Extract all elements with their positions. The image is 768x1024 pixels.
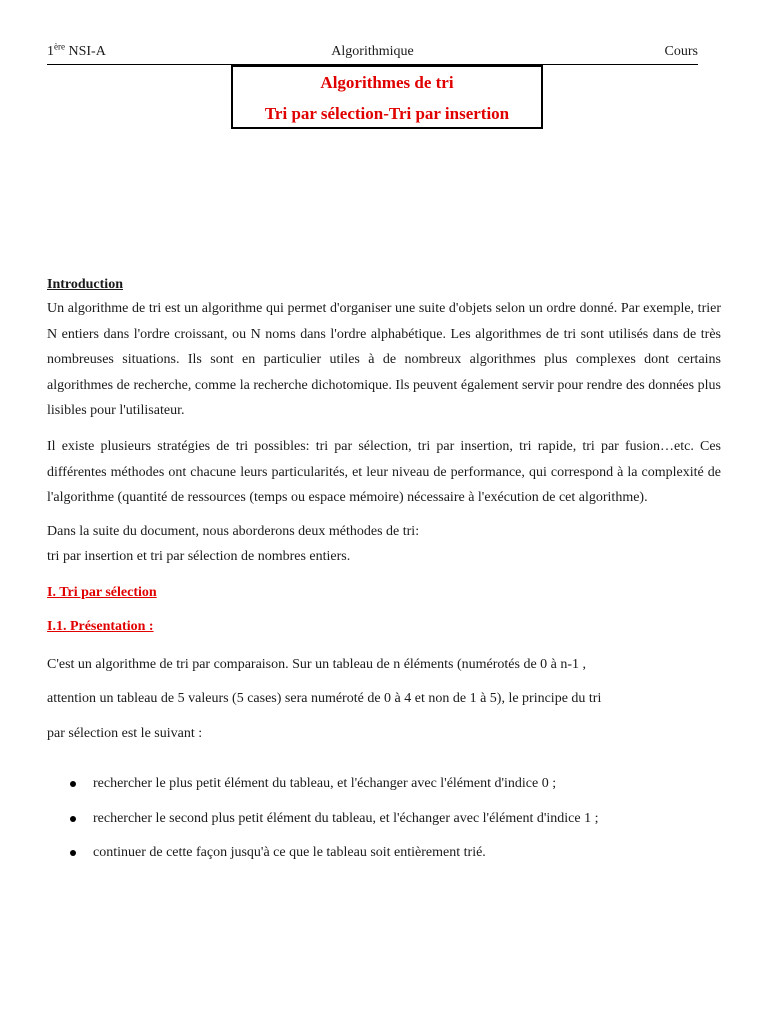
list-item: rechercher le second plus petit élément du tableau, et l'échanger avec l'élément d'indice 1 ; xyxy=(47,802,721,837)
section-title: I. Tri par sélection xyxy=(47,584,157,600)
intro-paragraph-3b: tri par insertion et tri par sélection de nombres entiers. xyxy=(47,549,351,565)
bullet-icon xyxy=(70,781,76,787)
title-box xyxy=(231,65,543,129)
class-level: 1ère NSI-A xyxy=(47,41,106,59)
intro-heading: Introduction xyxy=(47,277,123,292)
list-item: rechercher le plus petit élément du tableau, et l'échanger avec l'élément d'indice 0 ; xyxy=(47,767,721,802)
presentation-line-1: C'est un algorithme de tri par comparaison. Sur un tableau de n éléments (numérotés de 0 à n-1 , xyxy=(47,656,587,672)
list-item: continuer de cette façon jusqu'à ce que le tableau soit entièrement trié. xyxy=(47,836,721,871)
intro-paragraph-1: Un algorithme de tri est un algorithme qui permet d'organiser une suite d'objets selon un ordre donné. Par exemple, trier N entiers dans l'ordre croissant, ou N noms dans l'ordre alphabétique. Les algorithmes de tri sont utilisés dans de très nombreuses situations. Ils sont en particulier utiles à de nombreux algorithmes plus complexes dont certains algorithmes de recherche, comme la recherche dichotomique. Ils peuvent également servir pour rendre des données plus lisibles pour l'utilisateur. xyxy=(47,301,721,419)
sub-title: Tri par sélection-Tri par insertion xyxy=(264,104,510,123)
subject-label: Algorithmique xyxy=(331,44,414,59)
intro-paragraph-3a: Dans la suite du document, nous aborderons deux méthodes de tri: xyxy=(47,523,420,539)
presentation-line-2: attention un tableau de 5 valeurs (5 cases) sera numéroté de 0 à 4 et non de 1 à 5), le principe du tri xyxy=(47,691,602,707)
bullet-list xyxy=(47,767,721,871)
subsection-title: I.1. Présentation : xyxy=(47,618,154,634)
bullet-icon xyxy=(70,850,76,856)
document-type: Cours xyxy=(664,44,698,59)
bullet-icon xyxy=(70,816,76,822)
page-header xyxy=(47,41,698,65)
document-body xyxy=(47,274,721,871)
intro-paragraph-2: Il existe plusieurs stratégies de tri possibles: tri par sélection, tri par insertion, tri rapide, tri par fusion…etc. Ces différentes méthodes ont chacune leurs particularités, et leur niveau de performance, qui correspond à la complexité de l'algorithme (quantité de ressources (temps ou espace mémoire) nécessaire à l'exécution de cet algorithme). xyxy=(47,438,721,506)
main-title: Algorithmes de tri xyxy=(320,73,454,92)
presentation-line-3: par sélection est le suivant : xyxy=(47,725,203,741)
